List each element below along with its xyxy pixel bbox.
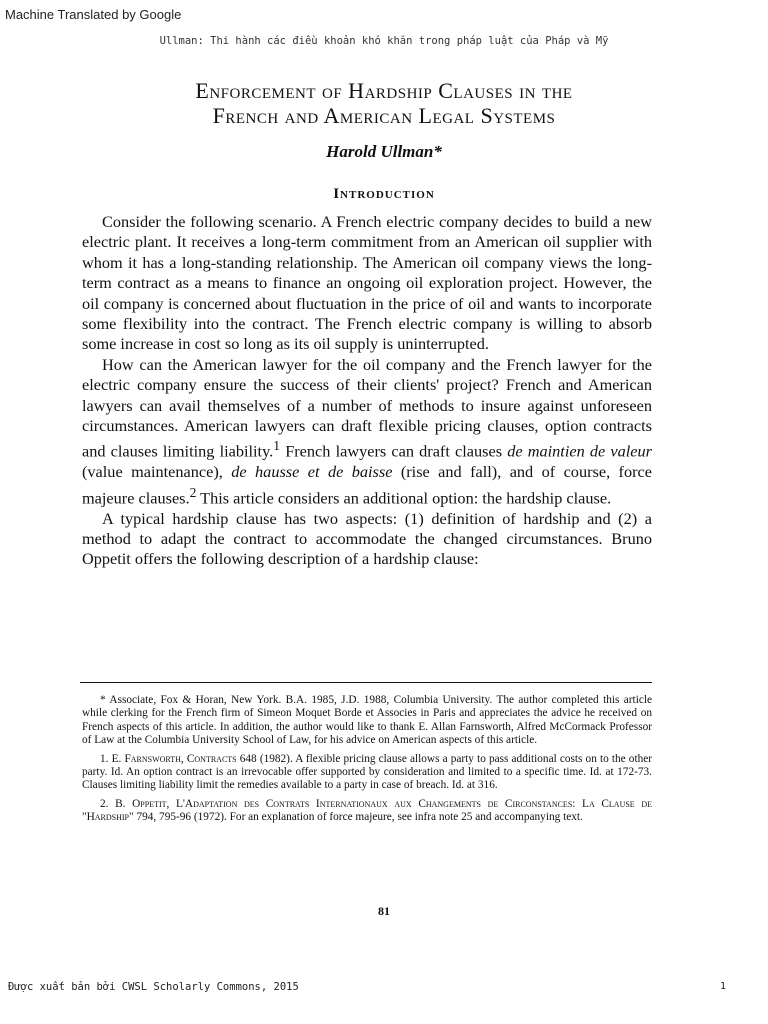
p2-text-b: French lawyers can draft clauses: [280, 441, 508, 461]
p2-text-c: (value maintenance),: [82, 462, 232, 482]
author-name: Harold Ullman*: [326, 142, 442, 161]
publisher-footer: Được xuất bản bởi CWSL Scholarly Commons, 2015: [8, 981, 299, 993]
footnote-1-label: 1.: [100, 752, 109, 765]
footnote-1-text: 648 (1982). A flexible pricing clause allows a party to pass additional costs on to the other party. Id. An option contract is an irrevocable offer supported by consideration and limited to a specific time. Id. at 172-73. Clauses limiting liability limit the remedies available to a party in case of breach. Id. at 316.: [82, 752, 653, 792]
footnote-1-cite: E. Farnsworth, Contracts: [111, 752, 237, 765]
running-header: Ullman: Thi hành các điều khoản khó khăn trong pháp luật của Pháp và Mỹ: [159, 35, 609, 47]
page-number: 81: [378, 904, 390, 918]
footnote-ref-2: 2: [189, 484, 197, 500]
p2-text-e: This article considers an additional option: the hardship clause.: [196, 488, 612, 508]
footnote-2-cite: B. Oppetit, L'Adaptation des Contrats Internationaux aux Changements de Circonstances: La Clause de "Hardship": [82, 797, 653, 824]
article-title-line-2: French and American Legal Systems: [212, 103, 556, 128]
footnote-2-text: 794, 795-96 (1972). For an explanation of force majeure, see infra note 25 and accompanying text.: [133, 811, 583, 824]
footnote-ref-1: 1: [273, 438, 281, 454]
p2-italic-2: de hausse et de baisse: [231, 462, 393, 482]
footnote-1: [82, 753, 652, 793]
paragraph-3: A typical hardship clause has two aspects: (1) definition of hardship and (2) a method to adapt the contract to accommodate the changed circumstances. Bruno Oppetit offers the following description of a hardship clause:: [82, 508, 652, 569]
article-body: [82, 212, 652, 570]
sheet-number: 1: [719, 981, 726, 992]
p2-italic-1: de maintien de valeur: [507, 441, 653, 461]
machine-translation-banner: Machine Translated by Google: [5, 7, 182, 22]
p2-text-d: (rise and fall), and of course, force majeure clauses.: [82, 462, 652, 508]
section-heading: Introduction: [333, 186, 435, 202]
footnote-divider: [80, 682, 652, 683]
paragraph-1: Consider the following scenario. A French electric company decides to build a new electric plant. It receives a long-term commitment from an American oil supplier with whom it has a long-standing relationship. The American oil company views the long-term contract as a means to finance an ongoing oil exploration project. However, the oil company is concerned about fluctuation in the price of oil and wants to incorporate some flexibility into the contract. The French electric company is willing to absorb some increase in cost so long as its oil supply is uninterrupted.: [82, 212, 652, 354]
footnote-2-label: 2.: [100, 797, 109, 810]
footnotes: [82, 694, 652, 830]
footnote-2: [82, 798, 652, 825]
p2-text-a: How can the American lawyer for the oil company and the French lawyer for the electric company ensure the success of their clients' project? French and American lawyers can avail themselves of a number of methods to insure against unforeseen circumstances. American lawyers can draft flexible pricing clauses, option contracts and clauses limiting liability.: [82, 354, 652, 461]
paragraph-2: [82, 355, 652, 509]
article-title-line-1: Enforcement of Hardship Clauses in the: [195, 78, 573, 103]
footnote-author: * Associate, Fox & Horan, New York. B.A. 1985, J.D. 1988, Columbia University. The author completed this article while clerking for the French firm of Simeon Moquet Borde et Associes in Paris and appreciates the advice he received on French aspects of this article. In addition, the author would like to thank E. Allan Farnsworth, Alfred McCormack Professor of Law at the Columbia University School of Law, for his advice on American aspects of this article.: [82, 694, 652, 747]
